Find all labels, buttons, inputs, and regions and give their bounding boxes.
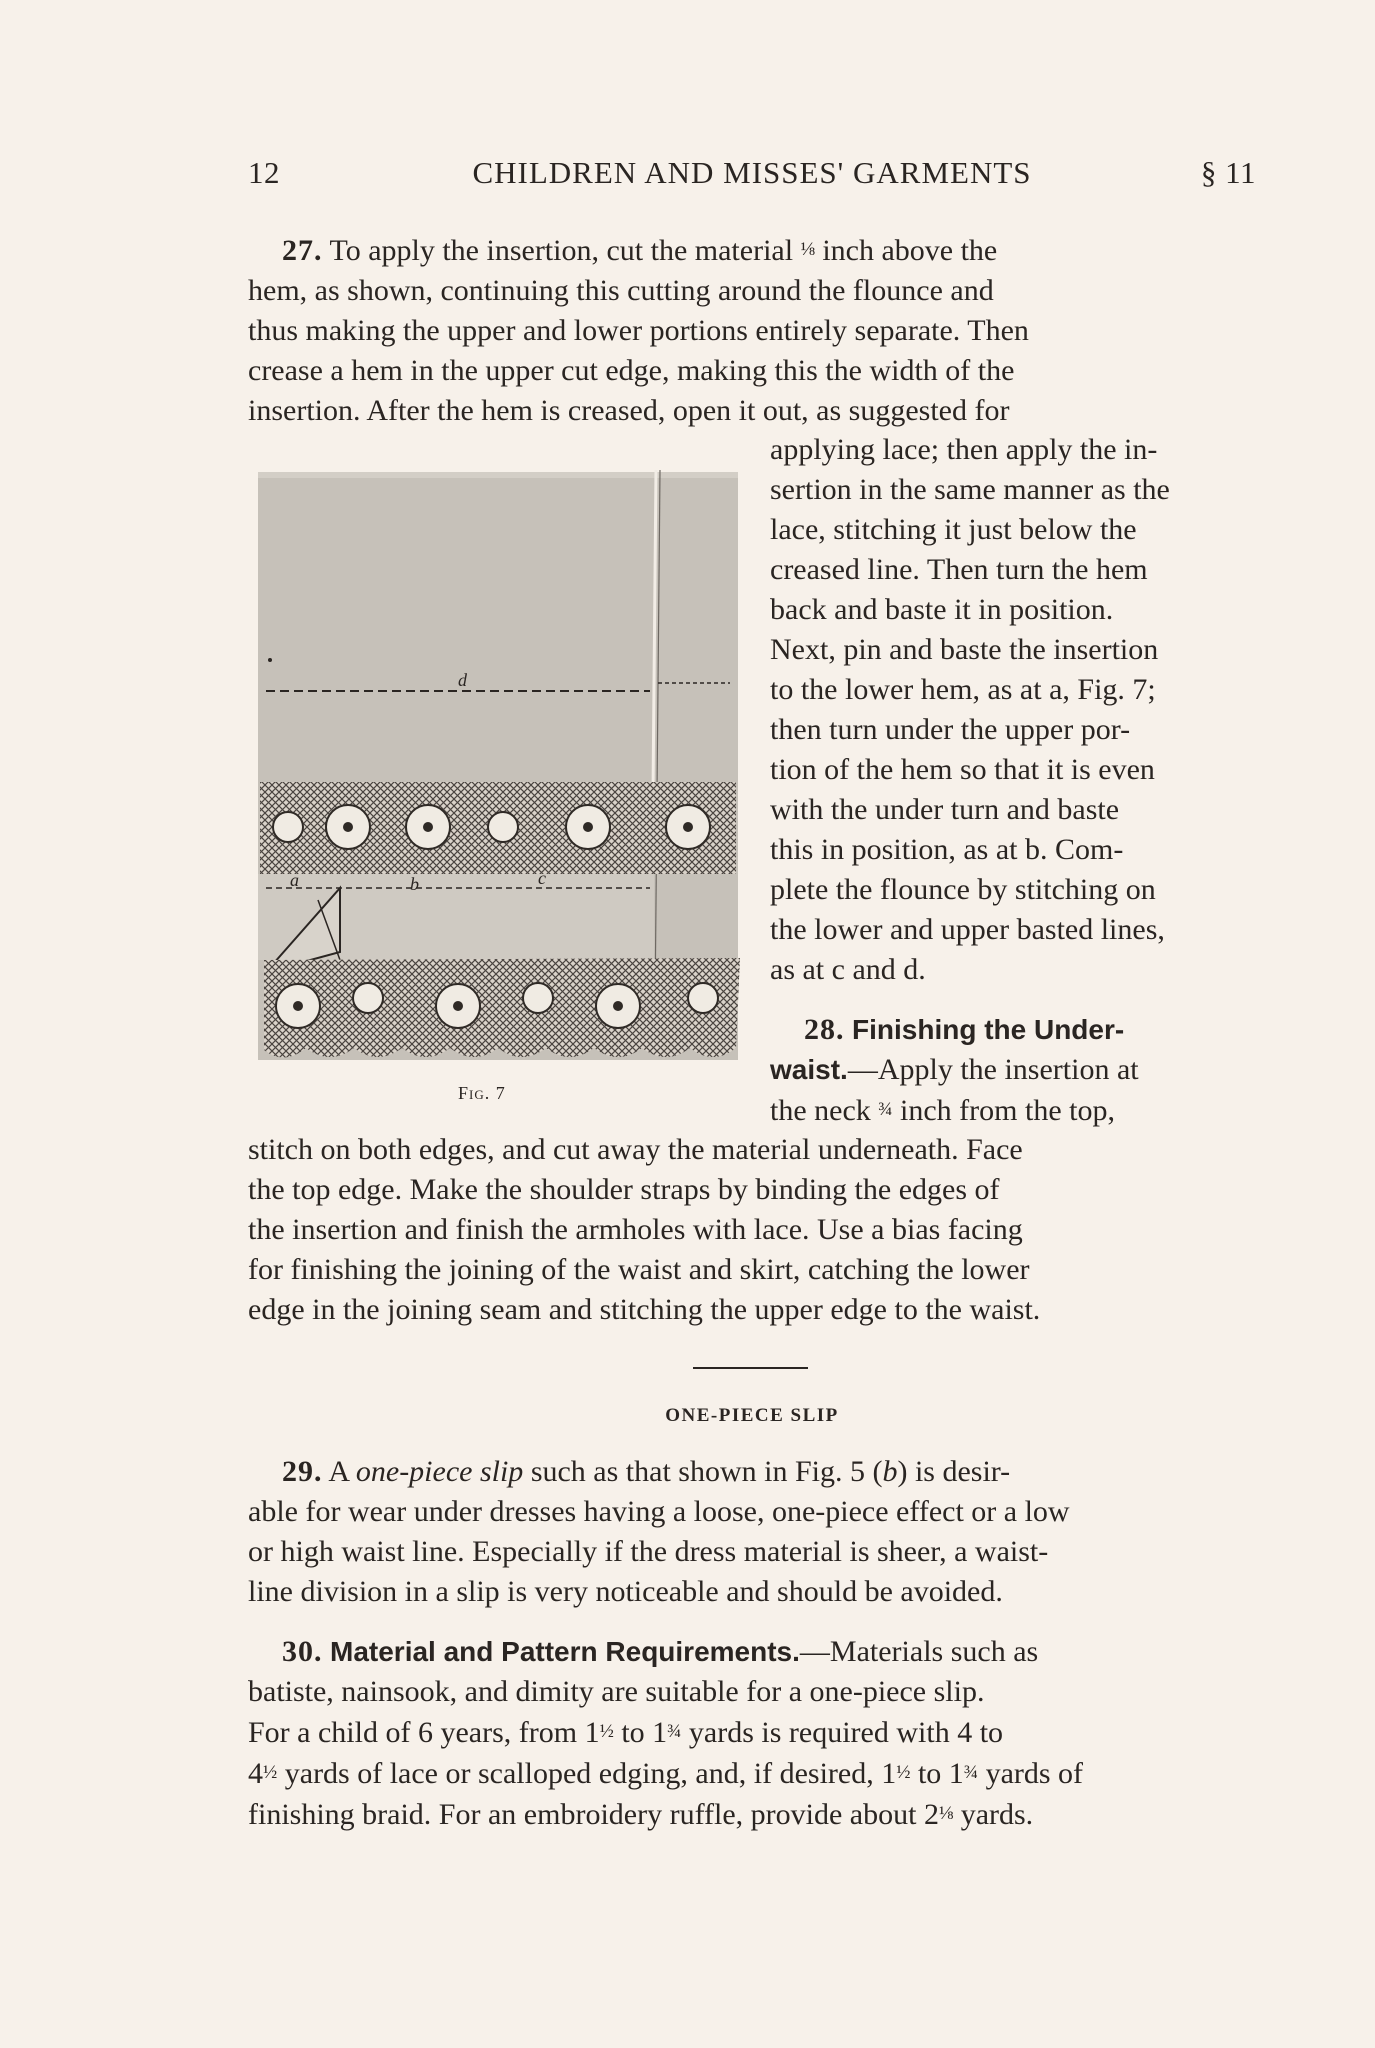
p30-line: For a child of 6 years, from 1½ to 1¾ yards is required with 4 to <box>248 1716 1004 1749</box>
p29-text-a: A <box>328 1455 349 1488</box>
p27-wrap-line: as at c and d. <box>770 953 926 986</box>
paragraph-30 <box>248 1632 1256 1835</box>
p30-line: 4½ yards of lace or scalloped edging, and, if desired, 1½ to 1¾ yards of <box>248 1757 1084 1790</box>
p28-heading-a: Finishing the Under- <box>852 1014 1125 1045</box>
p29-line: able for wear under dresses having a loose, one-piece effect or a low <box>248 1495 1070 1528</box>
p29-text-b: such as that shown in Fig. 5 ( <box>530 1455 883 1488</box>
p27-wrap-line: the lower and upper basted lines, <box>770 913 1165 946</box>
p28-third-line <box>770 1090 1256 1131</box>
p27-wrap-line: this in position, as at b. Com- <box>770 833 1124 866</box>
p27-line: hem, as shown, continuing this cutting around the flounce and <box>248 274 994 307</box>
p29-number: 29. <box>282 1455 323 1488</box>
label-c: c <box>538 868 546 888</box>
page-number: 12 <box>248 155 280 190</box>
p29-italic: one-piece slip <box>355 1455 524 1488</box>
p29-italic-b: b <box>882 1455 898 1488</box>
label-a: a <box>290 870 299 890</box>
p27-line: thus making the upper and lower portions entirely separate. Then <box>248 314 1029 347</box>
p29-first-line <box>248 1452 1256 1492</box>
label-b: b <box>410 874 419 894</box>
p28-line: for finishing the joining of the waist and skirt, catching the lower <box>248 1253 1030 1286</box>
p30-line: batiste, nainsook, and dimity are suitable for a one-piece slip. <box>248 1675 985 1708</box>
section-divider <box>693 1367 808 1369</box>
paragraph-28-body <box>248 1130 1256 1330</box>
p28-second-line <box>770 1050 1256 1090</box>
flounce-illustration <box>258 470 743 1060</box>
paragraph-28-head <box>770 1010 1256 1131</box>
p30-line: finishing braid. For an embroidery ruffle, provide about 2⅛ yards. <box>248 1798 1034 1831</box>
p27-wrap-line: Next, pin and baste the insertion <box>770 633 1159 666</box>
running-title: CHILDREN AND MISSES' GARMENTS <box>472 155 1032 190</box>
p30-number: 30. <box>282 1635 323 1668</box>
p28-line: the top edge. Make the shoulder straps by binding the edges of <box>248 1173 1000 1206</box>
p27-wrap-line: plete the flounce by stitching on <box>770 873 1156 906</box>
paragraph-29 <box>248 1452 1256 1612</box>
fraction-three-quarter: ¾ <box>878 1099 893 1120</box>
p28-neck-rest: inch from the top, <box>900 1094 1115 1127</box>
p28-line: the insertion and finish the armholes with lace. Use a bias facing <box>248 1213 1023 1246</box>
p28-first-line <box>770 1010 1256 1050</box>
section-number: § 11 <box>1200 155 1256 190</box>
p28-line: stitch on both edges, and cut away the material underneath. Face <box>248 1133 1023 1166</box>
p27-wrap-line: tion of the hem so that it is even <box>770 753 1155 786</box>
p27-wrap-line: sertion in the same manner as the <box>770 473 1170 506</box>
p28-heading-b: waist. <box>770 1054 848 1085</box>
p27-wrap-line: applying lace; then apply the in- <box>770 433 1158 466</box>
p27-wrap-line: with the under turn and baste <box>770 793 1120 826</box>
p30-first-line <box>248 1632 1256 1672</box>
fraction-eighth: ⅛ <box>800 239 815 260</box>
p29-text-c: ) is desir- <box>897 1455 1011 1488</box>
p27-wrap-line: then turn under the upper por- <box>770 713 1131 746</box>
p29-line: line division in a slip is very noticeable and should be avoided. <box>248 1575 1003 1608</box>
section-heading: ONE-PIECE SLIP <box>665 1405 839 1426</box>
p27-wrap-line: to the lower hem, as at a, Fig. 7; <box>770 673 1156 706</box>
p28-head-text: —Apply the insertion at <box>847 1053 1139 1086</box>
p27-wrap-line: back and baste it in position. <box>770 593 1114 626</box>
p27-wrap-line: lace, stitching it just below the <box>770 513 1137 546</box>
p28-neck: the neck <box>770 1094 871 1127</box>
p27-line: crease a hem in the upper cut edge, making this the width of the <box>248 354 1015 387</box>
figure-caption: Fig. 7 <box>458 1083 506 1103</box>
p28-line: edge in the joining seam and stitching the upper edge to the waist. <box>248 1293 1041 1326</box>
figure-7 <box>258 470 743 1060</box>
p30-head-text: —Materials such as <box>799 1635 1039 1668</box>
p27-first-line: 27. To apply the insertion, cut the material ⅛ inch above the <box>282 234 998 267</box>
label-d: d <box>458 670 467 690</box>
p27-line: insertion. After the hem is creased, open it out, as suggested for <box>248 394 1010 427</box>
paragraph-27 <box>248 230 1256 431</box>
p28-number: 28. <box>804 1013 845 1046</box>
p30-heading: Material and Pattern Requirements. <box>330 1636 800 1667</box>
p29-line: or high waist line. Especially if the dress material is sheer, a waist- <box>248 1535 1049 1568</box>
p27-number: 27. <box>282 234 323 267</box>
p27-wrap-line: creased line. Then turn the hem <box>770 553 1148 586</box>
paragraph-27-wrap <box>770 430 1256 990</box>
